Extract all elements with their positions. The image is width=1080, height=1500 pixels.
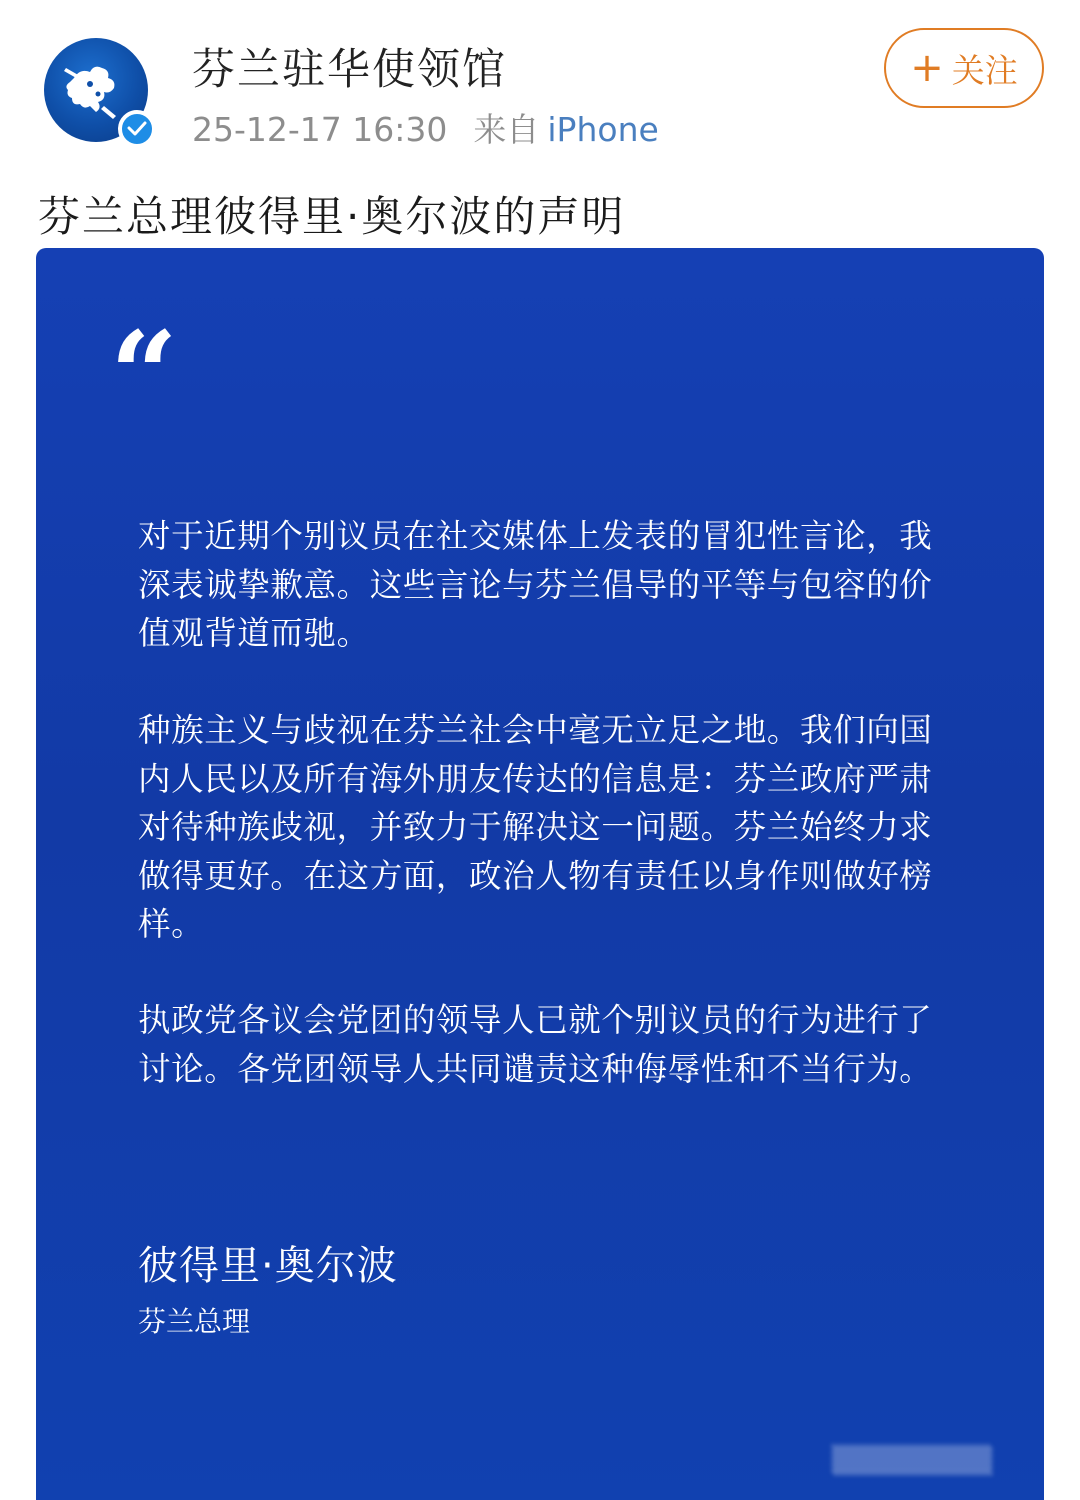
signer-title: 芬兰总理 [138,1305,251,1338]
source-label: 来自 [473,110,540,149]
post-meta [192,104,659,151]
plus-icon: + [910,45,944,91]
follow-label: 关注 [951,50,1018,90]
statement-image[interactable] [36,248,1044,1500]
statement-paragraph: 执政党各议会党团的领导人已就个别议员的行为进行了讨论。各党团领导人共同谴责这种侮辱性和不当行为。 [138,1001,933,1088]
verified-badge-icon [118,110,156,148]
quote-mark-icon: “ [110,305,178,444]
statement-paragraph: 对于近期个别议员在社交媒体上发表的冒犯性言论，我深表诚挚歉意。这些言论与芬兰倡导的平等与包容的价值观背道而驰。 [138,517,933,652]
statement-paragraph: 种族主义与歧视在芬兰社会中毫无立足之地。我们向国内人民以及所有海外朋友传达的信息是：芬兰政府严肃对待种族歧视，并致力于解决这一问题。芬兰始终力求做得更好。在这方面，政治人物有责任以身作则做好榜样。 [138,711,933,943]
account-name[interactable]: 芬兰驻华使领馆 [192,45,507,95]
post-timestamp: 25-12-17 16:30 [192,110,448,149]
post-title: 芬兰总理彼得里·奥尔波的声明 [38,192,626,241]
device-link[interactable]: iPhone [547,110,659,149]
signer-name: 彼得里·奥尔波 [138,1243,398,1289]
blurred-watermark: ▒▒▒▒▒▒▒▒ [832,1446,992,1476]
follow-button[interactable] [884,28,1044,108]
